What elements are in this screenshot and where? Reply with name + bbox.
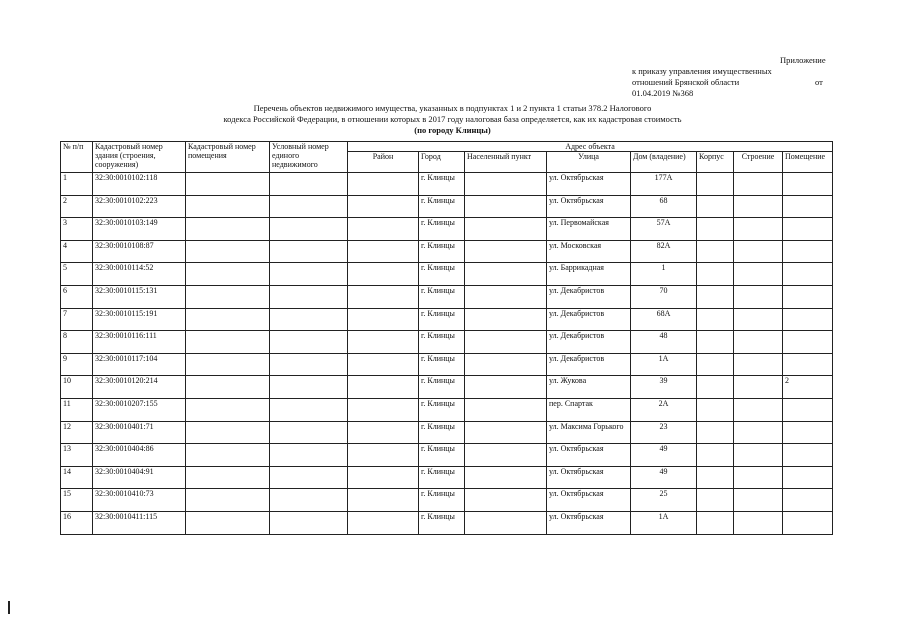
cell-building	[734, 421, 783, 444]
cell-building	[734, 398, 783, 421]
cell-num: 13	[61, 444, 93, 467]
table-row	[61, 376, 833, 399]
cell-street: ул. Декабристов	[547, 285, 631, 308]
cell-settlement	[465, 218, 547, 241]
cell-cadastral-building: 32:30:0010410:73	[93, 489, 186, 512]
cell-korpus	[697, 331, 734, 354]
cell-district	[348, 353, 419, 376]
cell-building	[734, 489, 783, 512]
cell-city: г. Клинцы	[419, 263, 465, 286]
cell-street: ул. Первомайская	[547, 218, 631, 241]
cell-building	[734, 218, 783, 241]
cell-city: г. Клинцы	[419, 444, 465, 467]
cell-street: ул. Октябрьская	[547, 466, 631, 489]
col-header-korpus: Корпус	[697, 152, 734, 173]
cell-city: г. Клинцы	[419, 353, 465, 376]
table-row	[61, 421, 833, 444]
appendix-label: Приложение	[780, 55, 826, 65]
cell-building	[734, 195, 783, 218]
table-row	[61, 285, 833, 308]
title-line-2: кодекса Российской Федерации, в отношении которых в 2017 году налоговая база определяется, как их кадастровая стоимость	[223, 114, 682, 124]
cell-korpus	[697, 173, 734, 196]
cell-num: 10	[61, 376, 93, 399]
cell-cadastral-room	[186, 511, 270, 534]
col-header-building: Строение	[734, 152, 783, 173]
cell-room	[783, 466, 833, 489]
col-header-cadastral-room: Кадастровый номер помещения	[186, 142, 270, 173]
cell-room	[783, 511, 833, 534]
table-row	[61, 466, 833, 489]
cell-street: ул. Октябрьская	[547, 444, 631, 467]
cell-house: 70	[631, 285, 697, 308]
table-row	[61, 173, 833, 196]
cell-street: ул. Октябрьская	[547, 489, 631, 512]
cell-room	[783, 331, 833, 354]
cell-city: г. Клинцы	[419, 376, 465, 399]
cell-city: г. Клинцы	[419, 173, 465, 196]
cell-house: 1А	[631, 511, 697, 534]
cell-cadastral-room	[186, 195, 270, 218]
cell-korpus	[697, 218, 734, 241]
cell-cadastral-building: 32:30:0010102:118	[93, 173, 186, 196]
cell-house: 82А	[631, 240, 697, 263]
cell-settlement	[465, 331, 547, 354]
cell-korpus	[697, 466, 734, 489]
cell-room	[783, 353, 833, 376]
cell-num: 1	[61, 173, 93, 196]
cell-settlement	[465, 376, 547, 399]
table-row	[61, 195, 833, 218]
cell-city: г. Клинцы	[419, 511, 465, 534]
order-authority-line: отношений Брянской области	[632, 77, 740, 87]
cell-street: ул. Максима Горького	[547, 421, 631, 444]
cell-settlement	[465, 285, 547, 308]
cell-house: 48	[631, 331, 697, 354]
cell-conditional-number	[270, 511, 348, 534]
cell-room	[783, 308, 833, 331]
table-row	[61, 511, 833, 534]
cell-street: ул. Декабристов	[547, 353, 631, 376]
document-title	[185, 103, 720, 136]
cell-settlement	[465, 308, 547, 331]
cell-cadastral-room	[186, 398, 270, 421]
cell-cadastral-room	[186, 263, 270, 286]
order-date-number: 01.04.2019 №368	[632, 88, 694, 98]
cell-district	[348, 240, 419, 263]
cell-house: 177А	[631, 173, 697, 196]
cell-korpus	[697, 489, 734, 512]
cell-building	[734, 285, 783, 308]
cell-room	[783, 489, 833, 512]
cell-cadastral-building: 32:30:0010102:223	[93, 195, 186, 218]
cell-settlement	[465, 353, 547, 376]
cell-city: г. Клинцы	[419, 466, 465, 489]
cell-district	[348, 466, 419, 489]
cell-district	[348, 173, 419, 196]
cell-cadastral-room	[186, 308, 270, 331]
col-header-house: Дом (владение)	[631, 152, 697, 173]
cell-house: 57А	[631, 218, 697, 241]
cell-settlement	[465, 240, 547, 263]
cell-korpus	[697, 308, 734, 331]
cell-building	[734, 376, 783, 399]
property-register-table	[60, 141, 833, 535]
cell-street: ул. Декабристов	[547, 331, 631, 354]
cell-house: 1	[631, 263, 697, 286]
cell-house: 49	[631, 466, 697, 489]
cell-num: 9	[61, 353, 93, 376]
cell-num: 15	[61, 489, 93, 512]
cell-house: 49	[631, 444, 697, 467]
title-line-1: Перечень объектов недвижимого имущества, указанных в подпунктах 1 и 2 пункта 1 статьи 378.2 Налогового	[253, 103, 652, 113]
cell-street: пер. Спартак	[547, 398, 631, 421]
cell-city: г. Клинцы	[419, 489, 465, 512]
cell-num: 12	[61, 421, 93, 444]
cell-cadastral-room	[186, 240, 270, 263]
cell-conditional-number	[270, 331, 348, 354]
cell-num: 4	[61, 240, 93, 263]
cell-settlement	[465, 398, 547, 421]
cell-settlement	[465, 421, 547, 444]
cell-cadastral-building: 32:30:0010116:111	[93, 331, 186, 354]
cell-cadastral-room	[186, 376, 270, 399]
col-header-street: Улица	[547, 152, 631, 173]
cell-room	[783, 173, 833, 196]
cell-korpus	[697, 398, 734, 421]
table-row	[61, 331, 833, 354]
cell-korpus	[697, 353, 734, 376]
cell-street: ул. Октябрьская	[547, 173, 631, 196]
cell-city: г. Клинцы	[419, 218, 465, 241]
cell-cadastral-building: 32:30:0010120:214	[93, 376, 186, 399]
cell-num: 16	[61, 511, 93, 534]
cell-settlement	[465, 195, 547, 218]
cell-city: г. Клинцы	[419, 331, 465, 354]
col-header-conditional-number: Условный номер единого недвижимого	[270, 142, 348, 173]
cell-district	[348, 398, 419, 421]
col-header-cadastral-building: Кадастровый номер здания (строения, сооружения)	[93, 142, 186, 173]
cell-house: 1А	[631, 353, 697, 376]
table-header	[61, 142, 833, 173]
cell-building	[734, 240, 783, 263]
cell-num: 2	[61, 195, 93, 218]
col-header-num: № п/п	[61, 142, 93, 173]
cell-cadastral-room	[186, 421, 270, 444]
title-city: (по городу Клинцы)	[414, 125, 491, 135]
cell-cadastral-building: 32:30:0010103:149	[93, 218, 186, 241]
cell-conditional-number	[270, 218, 348, 241]
cell-conditional-number	[270, 308, 348, 331]
cell-district	[348, 421, 419, 444]
cell-district	[348, 308, 419, 331]
cell-city: г. Клинцы	[419, 195, 465, 218]
cell-cadastral-building: 32:30:0010117:104	[93, 353, 186, 376]
cell-district	[348, 285, 419, 308]
cell-num: 14	[61, 466, 93, 489]
cell-room	[783, 398, 833, 421]
cell-street: ул. Декабристов	[547, 308, 631, 331]
cell-conditional-number	[270, 421, 348, 444]
cell-cadastral-building: 32:30:0010207:155	[93, 398, 186, 421]
cell-building	[734, 444, 783, 467]
cell-house: 68	[631, 195, 697, 218]
cell-room	[783, 195, 833, 218]
cell-num: 6	[61, 285, 93, 308]
cell-conditional-number	[270, 263, 348, 286]
cell-room	[783, 218, 833, 241]
cell-korpus	[697, 511, 734, 534]
cell-cadastral-room	[186, 285, 270, 308]
cell-conditional-number	[270, 173, 348, 196]
cell-street: ул. Октябрьская	[547, 195, 631, 218]
cell-num: 5	[61, 263, 93, 286]
cell-korpus	[697, 444, 734, 467]
cell-korpus	[697, 263, 734, 286]
cell-cadastral-building: 32:30:0010114:52	[93, 263, 186, 286]
cell-cadastral-building: 32:30:0010401:71	[93, 421, 186, 444]
order-from-label: от	[815, 77, 823, 87]
cell-settlement	[465, 263, 547, 286]
cell-cadastral-room	[186, 489, 270, 512]
cell-district	[348, 195, 419, 218]
cell-settlement	[465, 511, 547, 534]
cell-street: ул. Московская	[547, 240, 631, 263]
col-header-city: Город	[419, 152, 465, 173]
cell-korpus	[697, 376, 734, 399]
cell-building	[734, 308, 783, 331]
scan-margin-mark	[8, 601, 10, 614]
cell-street: ул. Баррикадная	[547, 263, 631, 286]
cell-room	[783, 285, 833, 308]
cell-conditional-number	[270, 195, 348, 218]
cell-building	[734, 173, 783, 196]
cell-room: 2	[783, 376, 833, 399]
cell-house: 68А	[631, 308, 697, 331]
cell-korpus	[697, 421, 734, 444]
cell-cadastral-building: 32:30:0010115:131	[93, 285, 186, 308]
cell-cadastral-building: 32:30:0010108:87	[93, 240, 186, 263]
cell-settlement	[465, 173, 547, 196]
cell-cadastral-room	[186, 218, 270, 241]
cell-street: ул. Жукова	[547, 376, 631, 399]
table-row	[61, 308, 833, 331]
cell-room	[783, 240, 833, 263]
cell-room	[783, 444, 833, 467]
cell-cadastral-building: 32:30:0010115:191	[93, 308, 186, 331]
cell-conditional-number	[270, 353, 348, 376]
col-header-room: Помещение	[783, 152, 833, 173]
cell-district	[348, 444, 419, 467]
cell-district	[348, 218, 419, 241]
cell-district	[348, 489, 419, 512]
cell-district	[348, 511, 419, 534]
cell-cadastral-room	[186, 444, 270, 467]
table-row	[61, 218, 833, 241]
cell-district	[348, 376, 419, 399]
cell-cadastral-room	[186, 173, 270, 196]
cell-conditional-number	[270, 466, 348, 489]
cell-building	[734, 353, 783, 376]
cell-city: г. Клинцы	[419, 308, 465, 331]
table-row	[61, 353, 833, 376]
cell-num: 8	[61, 331, 93, 354]
cell-building	[734, 466, 783, 489]
cell-conditional-number	[270, 489, 348, 512]
table-row	[61, 398, 833, 421]
cell-building	[734, 511, 783, 534]
cell-conditional-number	[270, 444, 348, 467]
table-row	[61, 240, 833, 263]
cell-cadastral-building: 32:30:0010404:91	[93, 466, 186, 489]
cell-conditional-number	[270, 376, 348, 399]
cell-conditional-number	[270, 398, 348, 421]
cell-district	[348, 263, 419, 286]
cell-settlement	[465, 489, 547, 512]
cell-house: 2А	[631, 398, 697, 421]
cell-cadastral-room	[186, 353, 270, 376]
table-row	[61, 263, 833, 286]
cell-city: г. Клинцы	[419, 398, 465, 421]
cell-cadastral-building: 32:30:0010404:86	[93, 444, 186, 467]
cell-room	[783, 263, 833, 286]
cell-conditional-number	[270, 240, 348, 263]
table-row	[61, 444, 833, 467]
cell-cadastral-building: 32:30:0010411:115	[93, 511, 186, 534]
cell-city: г. Клинцы	[419, 285, 465, 308]
cell-street: ул. Октябрьская	[547, 511, 631, 534]
col-header-address-group: Адрес объекта	[348, 142, 833, 152]
cell-num: 7	[61, 308, 93, 331]
cell-house: 23	[631, 421, 697, 444]
cell-settlement	[465, 466, 547, 489]
table-row	[61, 489, 833, 512]
cell-district	[348, 331, 419, 354]
cell-num: 3	[61, 218, 93, 241]
col-header-district: Район	[348, 152, 419, 173]
col-header-settlement: Населенный пункт	[465, 152, 547, 173]
cell-cadastral-room	[186, 331, 270, 354]
table-body	[61, 173, 833, 535]
cell-city: г. Клинцы	[419, 240, 465, 263]
cell-house: 39	[631, 376, 697, 399]
cell-korpus	[697, 195, 734, 218]
cell-conditional-number	[270, 285, 348, 308]
cell-korpus	[697, 285, 734, 308]
cell-num: 11	[61, 398, 93, 421]
order-reference-line: к приказу управления имущественных	[632, 66, 772, 76]
cell-cadastral-room	[186, 466, 270, 489]
cell-korpus	[697, 240, 734, 263]
cell-room	[783, 421, 833, 444]
cell-city: г. Клинцы	[419, 421, 465, 444]
cell-building	[734, 263, 783, 286]
cell-building	[734, 331, 783, 354]
cell-settlement	[465, 444, 547, 467]
cell-house: 25	[631, 489, 697, 512]
